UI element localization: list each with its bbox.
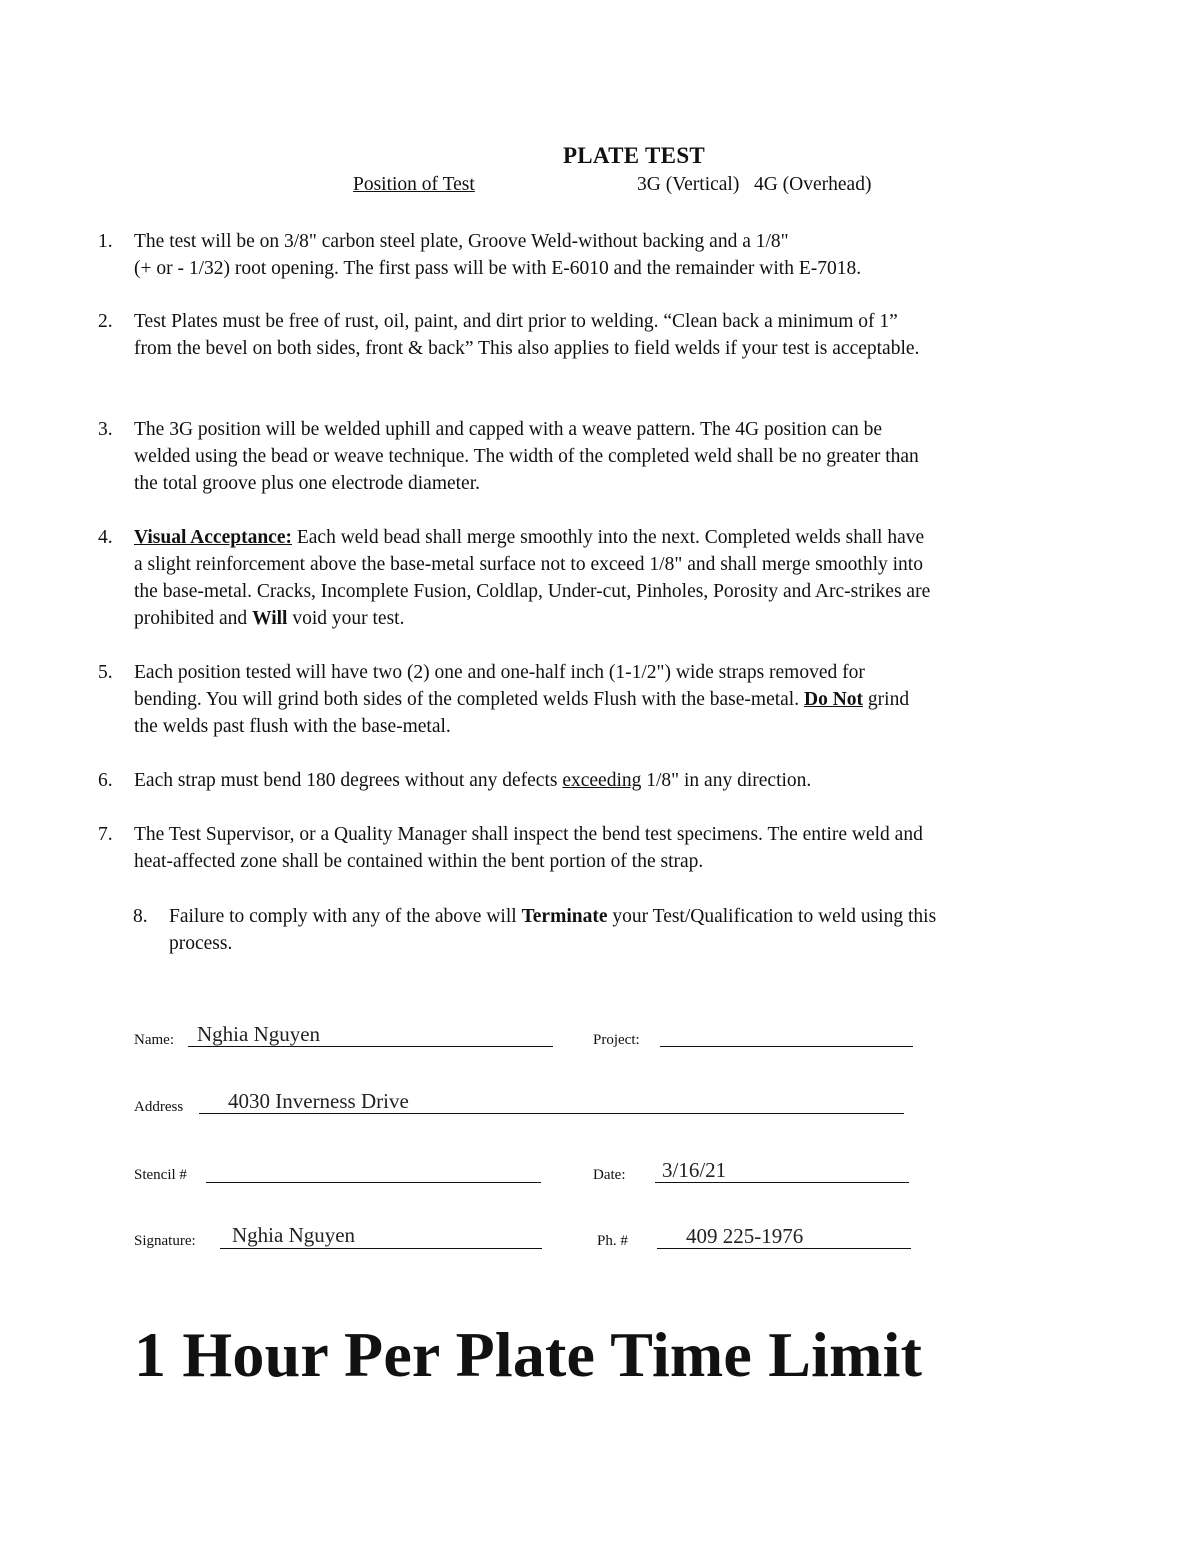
item-line: from the bevel on both sides, front & back” This also applies to field welds if your test is acceptable.	[134, 338, 920, 359]
item-line: the welds past flush with the base-metal.	[134, 716, 451, 737]
item-number: 5.	[98, 662, 113, 683]
item-number: 8.	[133, 906, 148, 927]
item-text: void your test.	[287, 608, 405, 629]
item-line: The 3G position will be welded uphill and capped with a weave pattern. The 4G position can be	[134, 419, 883, 440]
item-text: Each weld bead shall merge smoothly into the next. Completed welds shall have	[291, 527, 925, 548]
item-line	[134, 605, 1124, 632]
instruction-item-2	[98, 308, 1124, 362]
name-value: Nghia Nguyen	[197, 1022, 321, 1046]
item-text: prohibited and	[134, 608, 253, 629]
name-label: Name:	[134, 1032, 174, 1048]
signature-value: Nghia Nguyen	[232, 1223, 356, 1247]
item-line: a slight reinforcement above the base-metal surface not to exceed 1/8" and shall merge smoothly into	[134, 554, 923, 575]
emphasis-text: Will	[252, 608, 288, 629]
item-number: 4.	[98, 527, 113, 548]
item-text: 1/8" in any direction.	[641, 770, 812, 791]
item-line	[134, 686, 1124, 713]
item-line: The test will be on 3/8" carbon steel plate, Groove Weld-without backing and a 1/8"	[134, 231, 789, 252]
time-limit-notice: 1 Hour Per Plate Time Limit	[134, 1319, 923, 1390]
item-line	[169, 903, 1129, 930]
item-line	[134, 767, 1124, 794]
date-label: Date:	[593, 1167, 626, 1183]
item-line: (+ or - 1/32) root opening. The first pass will be with E-6010 and the remainder with E-7018.	[134, 258, 862, 279]
address-value: 4030 Inverness Drive	[228, 1089, 409, 1113]
project-field[interactable]	[660, 1046, 913, 1047]
item-number: 7.	[98, 824, 113, 845]
phone-value: 409 225-1976	[686, 1224, 804, 1248]
instruction-item-6	[98, 767, 1124, 794]
project-label: Project:	[593, 1032, 640, 1048]
item-number: 1.	[98, 231, 113, 252]
underlined-text: exceeding	[562, 770, 642, 791]
instruction-item-5	[98, 659, 1124, 740]
positions-value: 3G (Vertical) 4G (Overhead)	[637, 174, 872, 195]
item-text: your Test/Qualification to weld using this	[607, 906, 937, 927]
item-line: The Test Supervisor, or a Quality Manager shall inspect the bend test specimens. The entire weld and	[134, 824, 923, 845]
document-title: PLATE TEST	[562, 143, 706, 168]
stencil-label: Stencil #	[134, 1167, 187, 1183]
instruction-item-3	[98, 416, 1124, 497]
item-line	[134, 524, 1124, 551]
visual-acceptance-heading: Visual Acceptance:	[134, 527, 292, 548]
stencil-field[interactable]	[206, 1182, 541, 1183]
emphasis-text: Terminate	[521, 906, 608, 927]
instruction-item-1	[98, 228, 1124, 282]
position-label: Position of Test	[353, 174, 475, 195]
date-value: 3/16/21	[662, 1158, 727, 1182]
signature-label: Signature:	[134, 1233, 196, 1249]
phone-label: Ph. #	[597, 1233, 628, 1249]
instruction-item-4	[98, 524, 1124, 632]
instruction-item-8	[133, 903, 1129, 957]
item-number: 3.	[98, 419, 113, 440]
item-text: Each strap must bend 180 degrees without any defects	[134, 770, 563, 791]
instruction-item-7	[98, 821, 1124, 875]
item-line: the base-metal. Cracks, Incomplete Fusion, Coldlap, Under-cut, Pinholes, Porosity and Arc-strikes are	[134, 581, 931, 602]
item-line: Test Plates must be free of rust, oil, paint, and dirt prior to welding. “Clean back a minimum of 1”	[134, 311, 898, 332]
item-text: grind	[863, 689, 910, 710]
item-text: bending. You will grind both sides of the completed welds Flush with the base-metal.	[134, 689, 804, 710]
item-line: process.	[169, 933, 233, 954]
emphasis-text: Do Not	[803, 689, 864, 710]
item-number: 2.	[98, 311, 113, 332]
item-line: welded using the bead or weave technique. The width of the completed weld shall be no greater than	[134, 446, 919, 467]
signature-field[interactable]	[220, 1248, 542, 1249]
address-label: Address	[134, 1099, 184, 1115]
test-position-line	[353, 174, 872, 196]
item-line: heat-affected zone shall be contained within the bent portion of the strap.	[134, 851, 704, 872]
item-line: the total groove plus one electrode diameter.	[134, 473, 481, 494]
item-number: 6.	[98, 770, 113, 791]
item-text: Failure to comply with any of the above will	[169, 906, 522, 927]
item-line: Each position tested will have two (2) one and one-half inch (1-1/2") wide straps removed for	[134, 662, 865, 683]
